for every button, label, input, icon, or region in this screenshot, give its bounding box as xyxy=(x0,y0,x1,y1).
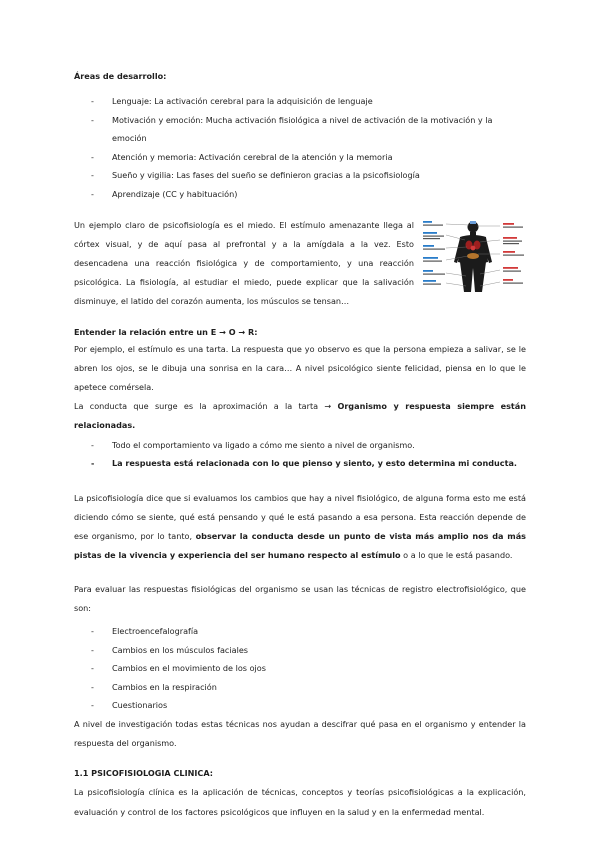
list-item: - Cambios en el movimiento de los ojos xyxy=(74,659,526,678)
eor-paragraph: Por ejemplo, el estímulo es una tarta. La respuesta que yo observo es que la persona empieza a salivar, se le abren los ojos, se le dibuja una sonrisa en la cara… A nivel psicológico siente felicidad, piensa en lo que le apetece comérsela. xyxy=(74,343,526,392)
psychophysiology-emphasis: observar la conducta desde un punto de vista más amplio nos da más pistas de la vivencia y experiencia del ser humano respecto al estímulo xyxy=(74,531,526,561)
fear-paragraph: Un ejemplo claro de psicofisiología es el miedo. El estímulo amenazante llega al córtex visual, y de aquí pasa al prefrontal y a la amígdala a la vez. Esto desencadena una reacción fisiológica y de comportamiento, y una reacción psicológica. La fisiología, al estudiar el miedo, puede explicar que la salivación disminuye, el latido del corazón aumenta, los músculos se tensan… xyxy=(74,219,414,307)
techniques-list xyxy=(74,622,526,715)
list-item: - Aprendizaje (CC y habituación) xyxy=(74,185,526,204)
list-item: - Atención y memoria: Activación cerebral de la atención y la memoria xyxy=(74,148,526,167)
techniques-intro: Para evaluar las respuestas fisiológicas del organismo se usan las técnicas de registro electrofisiológico, que son: xyxy=(74,583,526,613)
areas-heading: Áreas de desarrollo: xyxy=(74,71,167,81)
list-item: - Lenguaje: La activación cerebral para la adquisición de lenguaje xyxy=(74,92,526,111)
list-item: - Cambios en los músculos faciales xyxy=(74,641,526,660)
list-item: - Cuestionarios xyxy=(74,696,526,715)
areas-list xyxy=(74,92,526,204)
list-item: - Cambios en la respiración xyxy=(74,678,526,697)
fear-section xyxy=(74,216,526,312)
clinical-heading: 1.1 PSICOFISIOLOGIA CLINICA: xyxy=(74,768,213,779)
conduct-text: La conducta que surge es la aproximación a la tarta → xyxy=(74,401,338,412)
eor-heading: Entender la relación entre un E → O → R: xyxy=(74,326,258,337)
conduct-line xyxy=(74,397,526,435)
list-item: - Todo el comportamiento va ligado a cómo me siento a nivel de organismo. xyxy=(74,436,526,455)
list-item: - Sueño y vigilia: Las fases del sueño se definieron gracias a la psicofisiología xyxy=(74,166,526,185)
psychophysiology-text-1: La psicofisiología dice que si evaluamos los cambios que hay a nivel fisiológico, de alguna forma esto me está diciendo cómo se siente, qué está pensando y qué le está pasando a esa persona. Esta reacción depende de ese organismo, por lo tanto, xyxy=(74,492,526,542)
eor-list xyxy=(74,436,526,473)
psychophysiology-paragraph xyxy=(74,489,526,566)
document-page xyxy=(74,66,526,822)
conduct-emphasis: Organismo y respuesta siempre están relacionadas. xyxy=(74,401,526,431)
human-body-diagram-icon xyxy=(420,218,526,294)
list-item: - La respuesta está relacionada con lo que pienso y siento, y esto determina mi conducta. xyxy=(74,454,526,473)
list-item: - Electroencefalografía xyxy=(74,622,526,641)
clinical-paragraph: La psicofisiología clínica es la aplicación de técnicas, conceptos y teorías psicofisiológicas a la explicación, evaluación y control de los factores psicológicos que influyen en la salud y en la enfermedad mental. xyxy=(74,787,526,817)
psychophysiology-text-2: o a lo que le está pasando. xyxy=(400,550,513,561)
list-item: - Motivación y emoción: Mucha activación fisiológica a nivel de activación de la motivación y la emoción xyxy=(74,111,526,148)
techniques-conclusion: A nivel de investigación todas estas técnicas nos ayudan a descifrar qué pasa en el organismo y entender la respuesta del organismo. xyxy=(74,718,526,749)
